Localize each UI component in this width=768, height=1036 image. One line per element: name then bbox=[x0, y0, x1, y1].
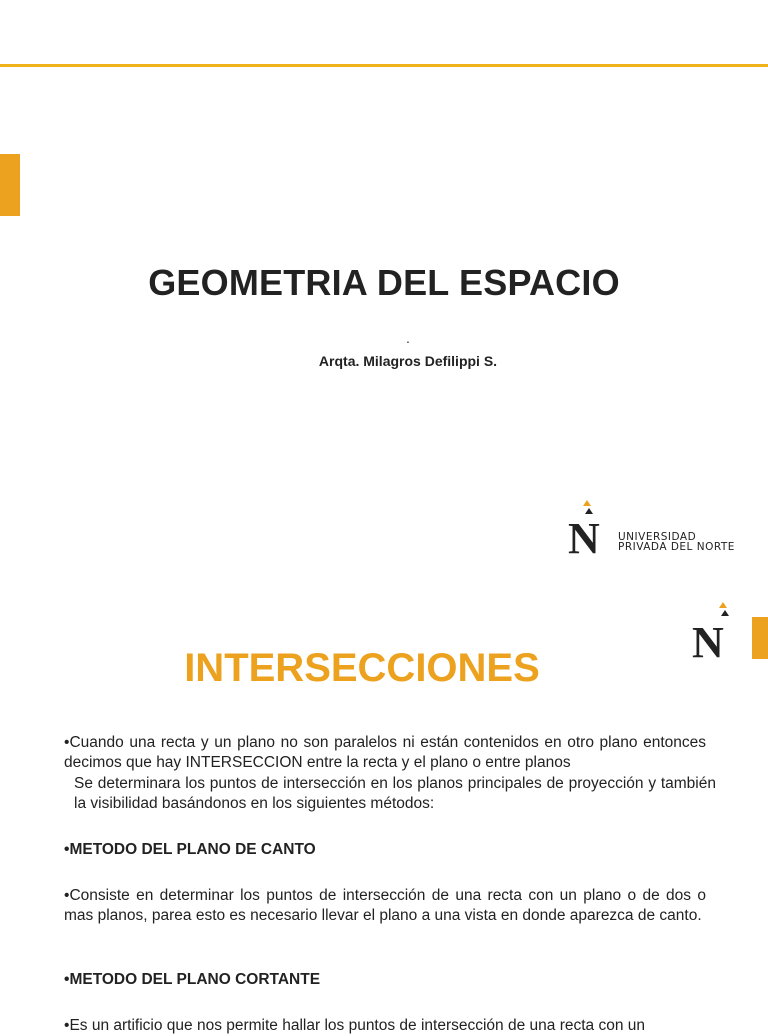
author-name: Arqta. Milagros Defilippi S. bbox=[318, 353, 498, 369]
svg-text:N: N bbox=[568, 514, 600, 556]
top-accent-line bbox=[0, 64, 768, 67]
paragraph-methods-text: Se determinara los puntos de intersección en los planos principales de proyección y también la visibilidad basándonos en los siguientes métodos: bbox=[74, 775, 716, 812]
university-name-line2: PRIVADA DEL NORTE bbox=[618, 541, 735, 553]
university-name bbox=[618, 532, 735, 552]
paragraph-intro bbox=[64, 733, 706, 773]
method-heading-2-text: METODO DEL PLANO CORTANTE bbox=[69, 971, 321, 988]
method-heading-2 bbox=[64, 970, 706, 990]
paragraph-cortante bbox=[64, 1016, 706, 1036]
slide-title: GEOMETRIA DEL ESPACIO bbox=[148, 262, 620, 303]
method-heading-1-text: METODO DEL PLANO DE CANTO bbox=[69, 841, 316, 858]
university-name-line1: UNIVERSIDAD bbox=[618, 531, 697, 543]
paragraph-cortante-text: Es un artificio que nos permite hallar los puntos de intersección de una recta con un bbox=[69, 1017, 645, 1034]
bullet: • bbox=[64, 971, 70, 988]
bullet: • bbox=[64, 841, 70, 858]
svg-text:N: N bbox=[692, 618, 724, 660]
bullet: • bbox=[64, 734, 70, 751]
left-accent-tab bbox=[0, 154, 20, 216]
bullet: • bbox=[64, 1017, 70, 1034]
section-heading: INTERSECCIONES bbox=[184, 646, 540, 690]
method-heading-1 bbox=[64, 840, 706, 860]
paragraph-methods bbox=[64, 774, 716, 814]
paragraph-canto-text: Consiste en determinar los puntos de intersección de una recta con un plano o de dos o mas planos, parea esto es necesario llevar el plano a una vista en donde aparezca de canto. bbox=[64, 887, 706, 924]
right-accent-tab bbox=[752, 617, 768, 659]
subtitle-dot: . bbox=[406, 330, 410, 346]
upn-n-logo-icon bbox=[566, 498, 606, 556]
paragraph-intro-text: Cuando una recta y un plano no son paralelos ni están contenidos en otro plano entonces decimos que hay INTERSECCION entre la recta y el plano o entre planos bbox=[64, 734, 706, 771]
paragraph-canto bbox=[64, 886, 706, 926]
bullet: • bbox=[64, 887, 70, 904]
university-logo bbox=[566, 498, 752, 558]
